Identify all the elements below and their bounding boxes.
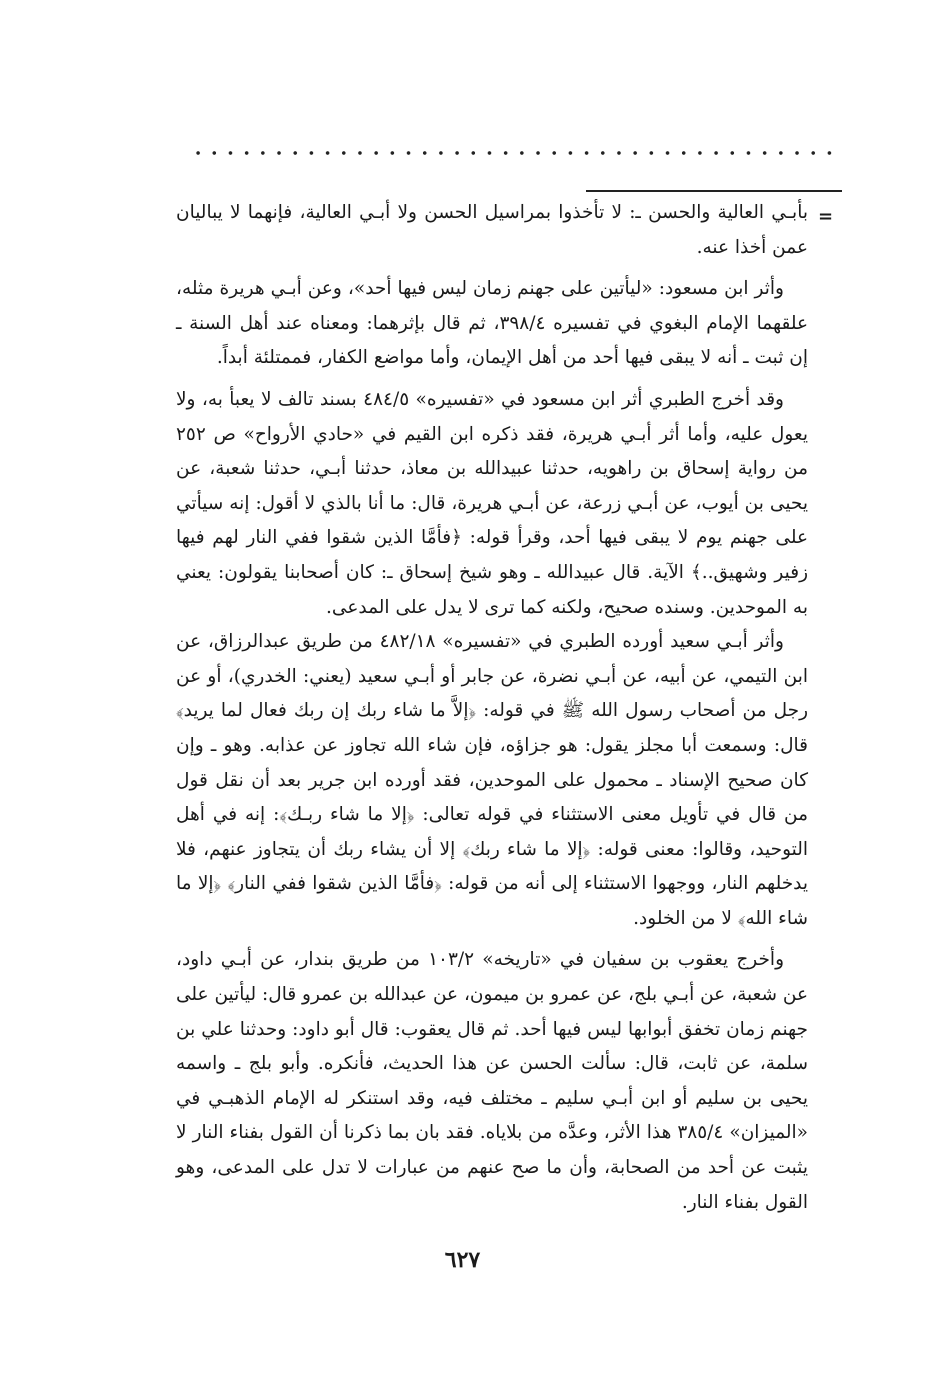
paragraph-gap xyxy=(176,376,808,383)
paragraph-gap xyxy=(176,265,808,272)
footnote-rule xyxy=(586,190,842,192)
continuation-mark: = xyxy=(818,206,834,227)
paragraph-gap xyxy=(176,936,808,943)
paragraph-2: وأثر ابن مسعود: «ليأتين على جهنم زمان ليس فيها أحد»، وعن أبـي هريرة مثله، علقهما الإمام البغوي في تفسيره ٣٩٨/٤، ثم قال بإثرهما: ومعناه عند أهل السنة ـ إن ثبت ـ أنه لا يبقى فيها أحد من أهل الإيمان، وأما مواضع الكفار، فممتلئة أبداً. xyxy=(176,278,809,369)
footnote-text xyxy=(176,196,808,1220)
page-number: ٦٢٧ xyxy=(444,1247,481,1273)
paragraph-5: وأخرج يعقوب بن سفيان في «تاريخه» ١٠٣/٢ من طريق بندار، عن أبـي داود، عن شعبة، عن أبـي بلج، عن عمرو بن ميمون، عن عبدالله بن عمرو قال: ليأتين على جهنم زمان تخفق أبوابها ليس فيها أحد. ثم قال يعقوب: قال أبو داود: وحدثنا علي بن سلمة، عن ثابت، قال: سألت الحسن عن هذا الحديث، فأنكره. وأبو بلج ـ واسمه يحيى بن سليم أو ابن أبـي سليم ـ مختلف فيه، وقد استنكر له الإمام الذهبـي في «الميزان» ٣٨٥/٤ هذا الأثر، وعدَّه من بلاياه. فقد بان بما ذكرنا أن القول بفناء النار لا يثبت عن أحد من الصحابة، وأن ما صح عنهم من عبارات لا تدل على المدعى، وهو القول بفناء النار. xyxy=(176,949,809,1213)
paragraph-1: بأبـي العالية والحسن ـ: لا تأخذوا بمراسيل الحسن ولا أبـي العالية، فإنهما لا يباليان عمن أخذا عنه. xyxy=(176,202,808,258)
paragraph-3: وقد أخرج الطبري أثر ابن مسعود في «تفسيره» ٤٨٤/٥ بسند تالف لا يعبأ به، ولا يعول عليه، وأما أثر أبـي هريرة، فقد ذكره ابن القيم في «حادي الأرواح» ص ٢٥٢ من رواية إسحاق بن راهويه، حدثنا عبيدالله بن معاذ، حدثنا أبـي، حدثنا شعبة، عن يحيى بن أيوب، عن أبـي زرعة، عن أبـي هريرة، قال: ما أنا بالذي لا أقول: إنه سيأتي على جهنم يوم لا يبقى فيها أحد، وقرأ قوله: ﴿فأمَّا الذين شقوا ففي النار لهم فيها زفير وشهيق..﴾ الآية. قال عبيدالله ـ وهو شيخ إسحاق ـ: كان أصحابنا يقولون: يعني به الموحدين. وسنده صحيح، ولكنه كما ترى لا يدل على المدعى. xyxy=(176,388,808,618)
dotted-separator xyxy=(190,146,840,160)
paragraph-4: وأثر أبـي سعيد أورده الطبري في «تفسيره» ٤٨٢/١٨ من طريق عبدالرزاق، عن ابن التيمي، عن أبيه، عن أبـي نضرة، عن جابر أو أبـي سعيد (يعني: الخدري)، أو عن رجل من أصحاب رسول الله ﷺ في قوله: ﴿إلاَّ ما شاء ربك إن ربك فعال لما يريد﴾ قال: وسمعت أبا مجلز يقول: هو جزاؤه، فإن شاء الله تجاوز عن عذابه. وهو ـ وإن كان صحيح الإسناد ـ محمول على الموحدين، فقد أورده ابن جرير بعد أن نقل قول من قال في تأويل معنى الاستثناء في قوله تعالى: ﴿إلا ما شاء ربـك﴾: إنه في أهل التوحيد، وقالوا: معنى قوله: ﴿إلا ما شاء ربك﴾ إلا أن يشاء ربك أن يتجاوز عنهم، فلا يدخلهم النار، ووجهوا الاستثناء إلى أنه من قوله: ﴿فأمَّا الذين شقوا ففي النار﴾ ﴿إلا ما شاء الله﴾ لا من الخلود. xyxy=(176,631,808,929)
